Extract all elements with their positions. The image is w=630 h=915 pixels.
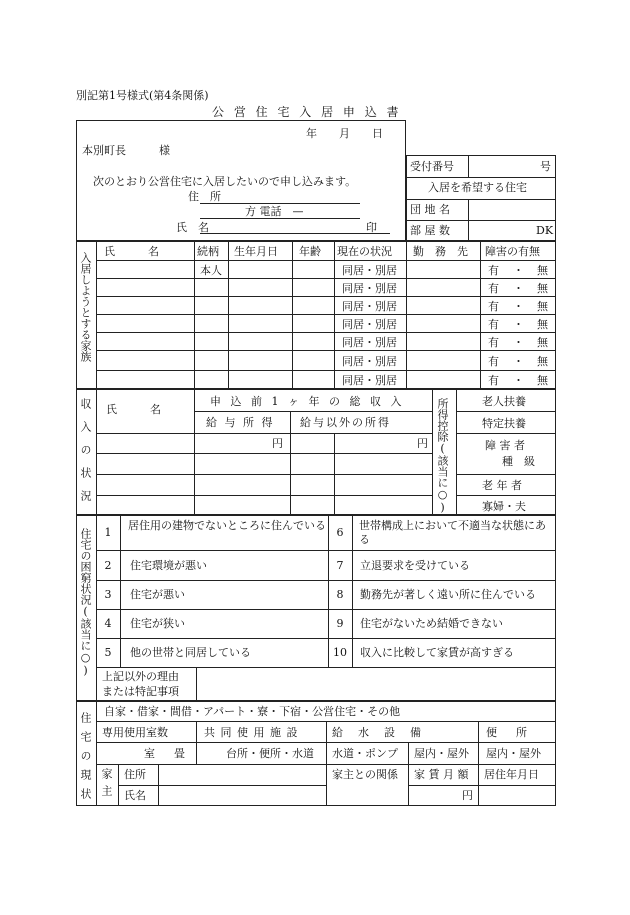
difficulty-num: 6 bbox=[336, 526, 344, 539]
water-pump-options[interactable]: 水道・ポンプ bbox=[332, 747, 398, 760]
address-line[interactable] bbox=[200, 203, 360, 204]
deduction-senior[interactable]: 老 年 者 bbox=[482, 479, 522, 492]
rent-label: 家 賃 月 額 bbox=[414, 768, 469, 781]
deduction-disability-grade: 種 級 bbox=[502, 455, 535, 468]
form-id: 別記第1号様式(第4条関係) bbox=[76, 89, 209, 102]
family-table bbox=[76, 241, 556, 389]
income-section-label: 収入の状況 bbox=[79, 398, 92, 513]
disability-no[interactable]: 無 bbox=[537, 282, 548, 295]
difficulty-item[interactable]: 他の世帯と同居している bbox=[130, 646, 251, 659]
name-line[interactable] bbox=[200, 233, 390, 234]
family-col-status: 現在の状況 bbox=[337, 245, 392, 258]
addressee: 本別町長 様 bbox=[82, 144, 170, 157]
difficulty-item[interactable]: 住宅環境が悪い bbox=[130, 559, 207, 572]
income-yen-salary: 円 bbox=[272, 437, 283, 450]
status-option[interactable]: 同居・別居 bbox=[342, 355, 397, 368]
difficulty-item[interactable]: 立退要求を受けている bbox=[360, 559, 470, 572]
status-option[interactable]: 同居・別居 bbox=[342, 318, 397, 331]
statement: 次のとおり公営住宅に入居したいので申し込みます。 bbox=[93, 175, 357, 188]
difficulty-num: 10 bbox=[333, 646, 347, 659]
residence-years-label: 居住年月日 bbox=[484, 768, 539, 781]
deduction-widow[interactable]: 寡婦・夫 bbox=[482, 500, 526, 513]
phone-line[interactable] bbox=[200, 218, 360, 219]
status-option[interactable]: 同居・別居 bbox=[342, 374, 397, 387]
difficulty-num: 1 bbox=[104, 526, 112, 539]
housing-type-options[interactable]: 自家・借家・間借・アパート・寮・下宿・公営住宅・その他 bbox=[104, 705, 401, 718]
water-location-options[interactable]: 屋内・屋外 bbox=[414, 747, 469, 760]
difficulty-item[interactable]: 収入に比較して家賃が高すぎる bbox=[360, 646, 514, 659]
difficulty-item[interactable]: 住宅が悪い bbox=[130, 588, 185, 601]
address-label: 住 所 bbox=[188, 190, 221, 203]
disability-yes[interactable]: 有 bbox=[488, 282, 499, 295]
difficulty-num: 3 bbox=[104, 588, 112, 601]
receipt-label: 受付番号 bbox=[410, 160, 454, 173]
disability-dot: ・ bbox=[513, 300, 524, 313]
disability-yes[interactable]: 有 bbox=[488, 318, 499, 331]
rooms-unit: DK bbox=[536, 224, 554, 237]
shared-facilities-label: 共 同 使 用 施 設 bbox=[204, 726, 299, 739]
disability-yes[interactable]: 有 bbox=[488, 374, 499, 387]
difficulty-item[interactable]: 住宅が狭い bbox=[130, 617, 185, 630]
disability-yes[interactable]: 有 bbox=[488, 336, 499, 349]
disability-yes[interactable]: 有 bbox=[488, 300, 499, 313]
owner-address-label: 住所 bbox=[124, 768, 146, 781]
deduction-disabled[interactable]: 障 害 者 bbox=[485, 439, 525, 452]
disability-no[interactable]: 無 bbox=[537, 374, 548, 387]
family-col-relation: 続柄 bbox=[197, 245, 219, 258]
disability-no[interactable]: 無 bbox=[537, 355, 548, 368]
disability-dot: ・ bbox=[513, 282, 524, 295]
difficulty-num: 2 bbox=[104, 559, 112, 572]
deduction-specific-dependent[interactable]: 特定扶養 bbox=[482, 417, 526, 430]
disability-no[interactable]: 無 bbox=[537, 300, 548, 313]
disability-dot: ・ bbox=[513, 374, 524, 387]
phone-label: 方 電話 — bbox=[245, 205, 304, 218]
family-col-birthdate: 生年月日 bbox=[234, 245, 278, 258]
receipt-unit: 号 bbox=[540, 160, 551, 173]
current-housing-label: 住宅の現状 bbox=[79, 712, 92, 807]
income-other-header: 給与以外の所得 bbox=[300, 416, 391, 429]
kitchen-options[interactable]: 台所・便所・水道 bbox=[226, 747, 314, 760]
complex-label: 団 地 名 bbox=[410, 203, 450, 216]
deduction-elderly-dependent[interactable]: 老人扶養 bbox=[482, 395, 526, 408]
toilet-location-options[interactable]: 屋内・屋外 bbox=[486, 747, 541, 760]
exclusive-rooms-label: 専用使用室数 bbox=[102, 726, 168, 739]
status-option[interactable]: 同居・別居 bbox=[342, 282, 397, 295]
family-col-name: 氏 名 bbox=[104, 245, 159, 258]
desired-label: 入居を希望する住宅 bbox=[428, 181, 527, 194]
difficulty-num: 7 bbox=[336, 559, 344, 572]
disability-yes[interactable]: 有 bbox=[488, 264, 499, 277]
rent-unit: 円 bbox=[462, 789, 473, 802]
owner-relation-label: 家主との関係 bbox=[332, 768, 398, 781]
disability-dot: ・ bbox=[513, 355, 524, 368]
status-option[interactable]: 同居・別居 bbox=[342, 336, 397, 349]
disability-dot: ・ bbox=[513, 318, 524, 331]
disability-dot: ・ bbox=[513, 264, 524, 277]
water-supply-label: 給 水 設 備 bbox=[332, 726, 423, 739]
disability-no[interactable]: 無 bbox=[537, 336, 548, 349]
rooms-label: 部 屋 数 bbox=[410, 224, 450, 237]
disability-no[interactable]: 無 bbox=[537, 264, 548, 277]
difficulty-section-label: 住宅の困窮状況(該当に○) bbox=[79, 528, 92, 677]
status-option[interactable]: 同居・別居 bbox=[342, 300, 397, 313]
seal-mark: 印 bbox=[366, 221, 377, 234]
status-option[interactable]: 同居・別居 bbox=[342, 264, 397, 277]
difficulty-item[interactable]: 勤務先が著しく遠い所に住んでいる bbox=[360, 588, 536, 601]
name-label: 氏 名 bbox=[176, 221, 209, 234]
disability-dot: ・ bbox=[513, 336, 524, 349]
difficulty-num: 5 bbox=[104, 646, 112, 659]
family-col-disability: 障害の有無 bbox=[485, 245, 540, 258]
owner-label: 家主 bbox=[100, 768, 113, 802]
date-field[interactable]: 年 月 日 bbox=[306, 127, 383, 140]
difficulty-item[interactable]: 居住用の建物でないところに住んでいる bbox=[128, 519, 326, 532]
difficulty-item[interactable]: 世帯構成上において不適当な状態にある bbox=[359, 519, 546, 546]
income-period-header: 申 込 前 1 ヶ 年 の 総 収 入 bbox=[210, 395, 405, 408]
difficulty-num: 4 bbox=[104, 617, 112, 630]
family-col-age: 年齢 bbox=[299, 245, 321, 258]
other-reason-label: または特記事項 bbox=[102, 685, 179, 698]
page-title: 公 営 住 宅 入 居 申 込 書 bbox=[212, 105, 402, 119]
income-salary-header: 給 与 所 得 bbox=[206, 416, 275, 429]
difficulty-item[interactable]: 住宅がないため結婚できない bbox=[360, 617, 503, 630]
toilet-label: 便 所 bbox=[486, 726, 531, 739]
income-yen-other: 円 bbox=[417, 437, 428, 450]
difficulty-num: 8 bbox=[336, 588, 344, 601]
relation-self: 本人 bbox=[200, 264, 222, 277]
deduction-label: 所得控除(該当に○) bbox=[436, 398, 449, 514]
disability-no[interactable]: 無 bbox=[537, 318, 548, 331]
family-col-workplace: 勤 務 先 bbox=[413, 245, 468, 258]
other-reason-label: 上記以外の理由 bbox=[102, 670, 179, 683]
income-col-name: 氏 名 bbox=[106, 403, 161, 416]
difficulty-num: 9 bbox=[336, 617, 344, 630]
tatami-label: 室 畳 bbox=[144, 747, 189, 760]
disability-yes[interactable]: 有 bbox=[488, 355, 499, 368]
family-section-label: 入居しようとする家族 bbox=[79, 252, 92, 362]
owner-name-label: 氏名 bbox=[124, 789, 146, 802]
